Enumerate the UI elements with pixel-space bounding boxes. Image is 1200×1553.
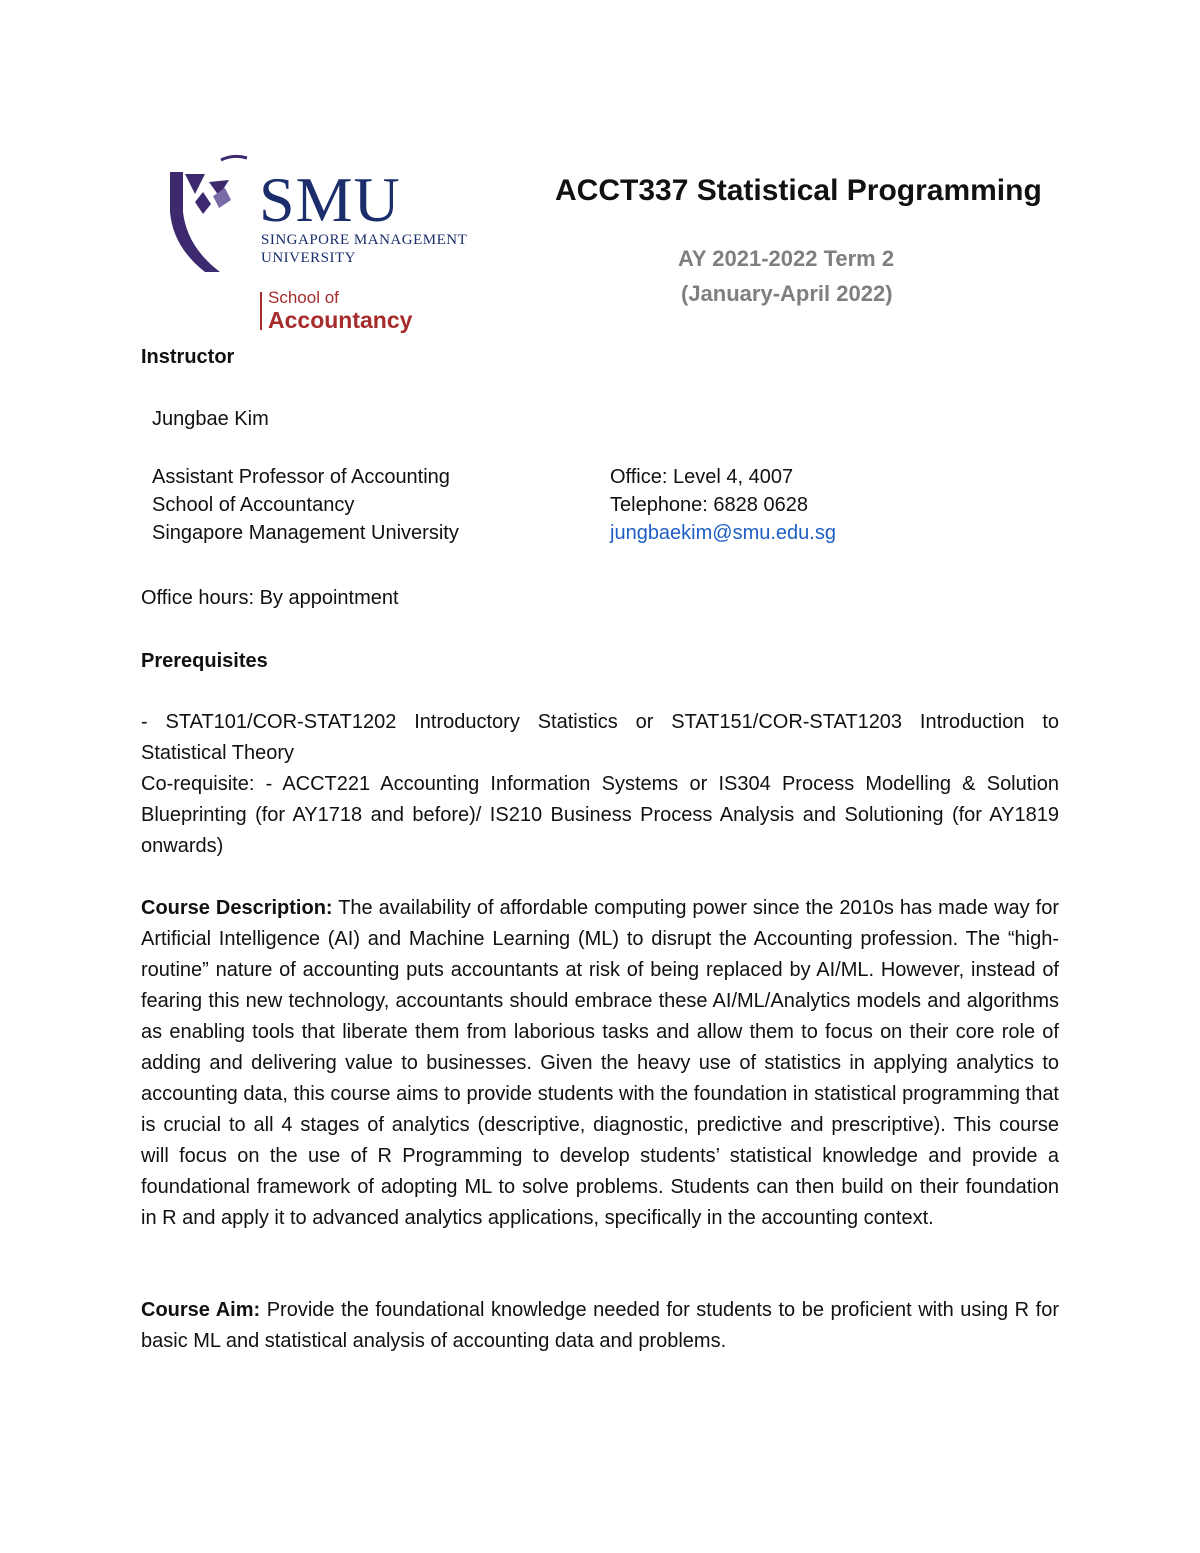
prerequisites-heading: Prerequisites xyxy=(141,650,268,672)
instructor-position: Assistant Professor of Accounting xyxy=(152,466,450,488)
course-description-paragraph xyxy=(141,893,1059,1234)
corequisite-text: Co-requisite: - ACCT221 Accounting Information Systems or IS304 Process Modelling & Solution Blueprinting (for AY1718 and before)/ IS210 Business Process Analysis and Solutioning (for AY1819 onwards) xyxy=(141,773,1059,857)
logo-smu-text: SMU xyxy=(259,164,401,235)
course-aim-paragraph xyxy=(141,1295,1059,1357)
instructor-office: Office: Level 4, 4007 xyxy=(610,466,794,488)
instructor-name: Jungbae Kim xyxy=(152,408,269,430)
course-term: AY 2021-2022 Term 2 xyxy=(678,246,895,271)
logo-divider xyxy=(260,292,262,330)
course-description-label: Course Description: xyxy=(141,897,333,919)
logo-school-line2: Accountancy xyxy=(268,307,413,333)
course-aim-label: Course Aim: xyxy=(141,1299,261,1321)
logo-university-line1: SINGAPORE MANAGEMENT xyxy=(261,232,468,248)
course-description-text: The availability of affordable computing power since the 2010s has made way for Artificial Intelligence (AI) and Machine Learning (ML) to disrupt the Accounting profession. The “high-routine” nature of accounting puts accountants at risk of being replaced by AI/ML. However, instead of fearing this new technology, accountants should embrace these AI/ML/Analytics models and algorithms as enabling tools that liberate them from laborious tasks and allow them to focus on their core role of adding and delivering value to businesses. Given the heavy use of statistics in applying analytics to accounting data, this course aims to provide students with the foundation in statistical programming that is crucial to all 4 stages of analytics (descriptive, diagnostic, predictive and prescriptive). This course will focus on the use of R Programming to develop students’ statistical knowledge and provide a foundational framework of adopting ML to solve problems. Students can then build on their foundation in R and apply it to advanced analytics applications, specifically in the accounting context. xyxy=(141,897,1059,1229)
instructor-school: School of Accountancy xyxy=(152,494,355,516)
course-title: ACCT337 Statistical Programming xyxy=(555,174,1042,207)
instructor-university: Singapore Management University xyxy=(152,522,459,544)
instructor-email-link[interactable]: jungbaekim@smu.edu.sg xyxy=(610,522,836,544)
smu-logo xyxy=(165,152,495,342)
prerequisites-text: - STAT101/COR-STAT1202 Introductory Statistics or STAT151/COR-STAT1203 Introduction to Statistical Theory xyxy=(141,711,1059,764)
office-hours: Office hours: By appointment xyxy=(141,587,399,609)
logo-university-line2: UNIVERSITY xyxy=(261,250,356,266)
instructor-heading: Instructor xyxy=(141,346,235,368)
smu-crest-icon xyxy=(165,152,265,277)
course-period: (January-April 2022) xyxy=(681,281,893,306)
course-aim-text: Provide the foundational knowledge needed for students to be proficient with using R for basic ML and statistical analysis of accounting data and problems. xyxy=(141,1299,1059,1352)
instructor-telephone: Telephone: 6828 0628 xyxy=(610,494,808,516)
logo-school-line1: School of xyxy=(268,288,339,307)
